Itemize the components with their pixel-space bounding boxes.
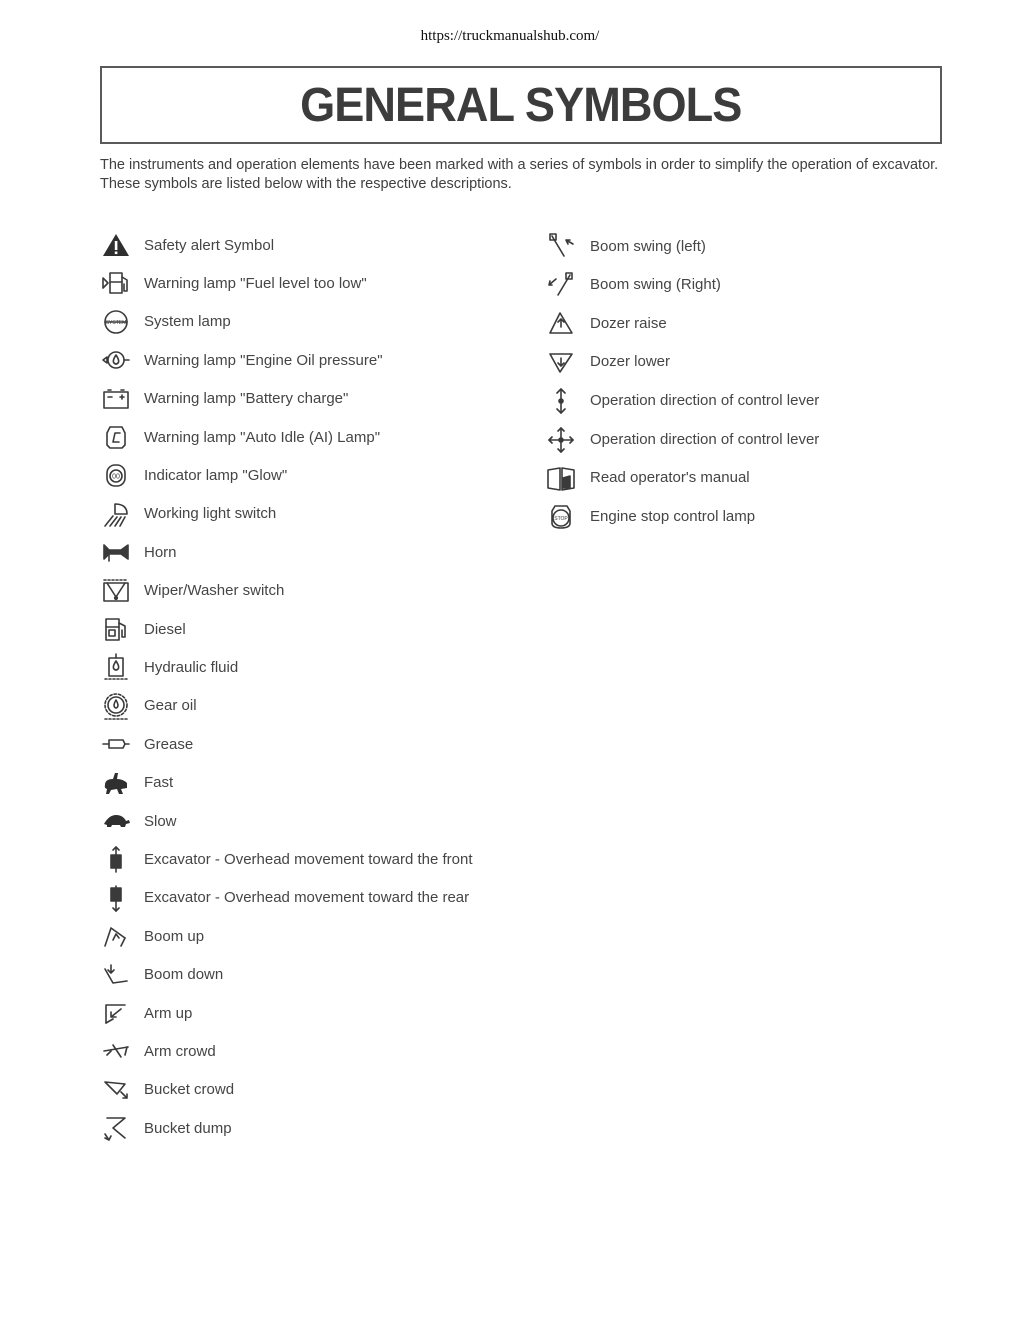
symbol-label: Operation direction of control lever (590, 430, 820, 448)
page-title: GENERAL SYMBOLS (300, 78, 742, 132)
boom-down-icon (99, 959, 133, 991)
symbol-item (99, 1112, 232, 1144)
symbol-label: Engine stop control lamp (590, 507, 756, 525)
grease-icon (99, 728, 133, 760)
symbol-item (99, 613, 186, 645)
symbol-label: Indicator lamp "Glow" (144, 466, 288, 484)
svg-text:STOP: STOP (554, 516, 568, 523)
symbol-label: Read operator's manual (590, 469, 750, 487)
symbol-item (99, 267, 367, 299)
boom-swing-left-icon (544, 230, 578, 262)
overhead-front-icon (99, 843, 133, 875)
symbol-label: Boom down (144, 966, 224, 984)
symbol-label: Warning lamp "Auto Idle (AI) Lamp" (144, 428, 381, 446)
symbol-item (99, 421, 380, 453)
work-light-icon (99, 498, 133, 530)
symbol-item (99, 959, 223, 991)
symbol-item (99, 383, 348, 415)
symbol-label: System lamp (144, 313, 231, 331)
auto-idle-icon (99, 421, 133, 453)
symbol-item (99, 344, 383, 376)
turtle-icon (99, 805, 133, 837)
symbol-item (99, 575, 284, 607)
symbol-label: Slow (144, 812, 177, 830)
symbol-item (99, 767, 173, 799)
symbol-item (99, 306, 231, 338)
manual-icon (544, 462, 578, 494)
rabbit-icon (99, 767, 133, 799)
symbol-item (99, 651, 238, 683)
symbol-item (544, 423, 819, 455)
symbol-item (544, 230, 706, 262)
symbol-label: Wiper/Washer switch (144, 582, 285, 600)
symbol-label: Excavator - Overhead movement toward the front (144, 850, 473, 868)
symbol-item (544, 462, 750, 494)
symbol-label: Grease (144, 735, 194, 753)
symbol-label: Arm crowd (144, 1042, 216, 1060)
symbol-item (99, 728, 193, 760)
boom-up-icon (99, 920, 133, 952)
svg-text:SYSTEM: SYSTEM (105, 319, 127, 326)
symbol-label: Gear oil (144, 697, 197, 715)
symbol-item (544, 500, 755, 532)
lever-updown-icon (544, 384, 578, 416)
hydraulic-fluid-icon (99, 651, 133, 683)
symbol-item (99, 805, 177, 837)
symbol-item (99, 1074, 234, 1106)
bucket-dump-icon (99, 1112, 133, 1144)
intro-paragraph: The instruments and operation elements have been marked with a series of symbols in order to simplify the operation of excavator. These symbols are listed below with the respective descriptions. (100, 157, 939, 192)
symbol-label: Warning lamp "Battery charge" (144, 390, 349, 408)
symbol-label: Boom swing (Right) (590, 276, 721, 294)
bucket-crowd-icon (99, 1074, 133, 1106)
title-box (100, 66, 942, 144)
symbol-label: Dozer lower (590, 353, 671, 371)
lever-cross-icon (544, 423, 578, 455)
glow-icon (99, 459, 133, 491)
symbol-item (544, 269, 721, 301)
svg-text:00: 00 (112, 473, 120, 481)
symbol-label: Excavator - Overhead movement toward the rear (144, 889, 470, 907)
symbol-item (99, 459, 287, 491)
symbol-item (99, 843, 472, 875)
symbol-label: Operation direction of control lever (590, 391, 820, 409)
wiper-icon (99, 575, 133, 607)
symbol-item (544, 346, 670, 378)
fuel-low-icon (99, 267, 133, 299)
symbol-item (99, 997, 192, 1029)
source-url[interactable]: https://truckmanualshub.com/ (420, 28, 600, 44)
symbol-item (99, 882, 469, 914)
symbol-label: Warning lamp "Fuel level too low" (144, 274, 367, 292)
arm-crowd-icon (99, 1035, 133, 1067)
symbol-label: Bucket crowd (144, 1081, 235, 1099)
diesel-icon (99, 613, 133, 645)
symbol-label: Boom up (144, 927, 205, 945)
arm-up-icon (99, 997, 133, 1029)
symbol-item (544, 307, 667, 339)
dozer-raise-icon (544, 307, 578, 339)
symbol-label: Bucket dump (144, 1119, 232, 1137)
system-lamp-icon (99, 306, 133, 338)
symbol-item (99, 536, 177, 568)
symbol-label: Horn (144, 543, 177, 561)
battery-icon (99, 383, 133, 415)
boom-swing-right-icon (544, 269, 578, 301)
horn-icon (99, 536, 133, 568)
safety-alert-icon (99, 229, 133, 261)
symbol-label: Boom swing (left) (590, 237, 706, 255)
symbol-label: Fast (144, 774, 174, 792)
symbol-item (99, 1035, 216, 1067)
symbol-item (99, 920, 204, 952)
gear-oil-icon (99, 690, 133, 722)
symbol-item (99, 498, 276, 530)
dozer-lower-icon (544, 346, 578, 378)
symbol-item (99, 690, 197, 722)
symbol-item (544, 384, 819, 416)
overhead-rear-icon (99, 882, 133, 914)
symbol-label: Arm up (144, 1004, 193, 1022)
symbol-label: Dozer raise (590, 314, 667, 332)
oil-pressure-icon (99, 344, 133, 376)
symbol-item (99, 229, 274, 261)
symbol-label: Warning lamp "Engine Oil pressure" (144, 351, 383, 369)
symbol-label: Hydraulic fluid (144, 658, 239, 676)
symbol-label: Diesel (144, 620, 186, 638)
engine-stop-icon (544, 500, 578, 532)
symbol-label: Safety alert Symbol (144, 236, 275, 254)
symbol-label: Working light switch (144, 505, 277, 523)
